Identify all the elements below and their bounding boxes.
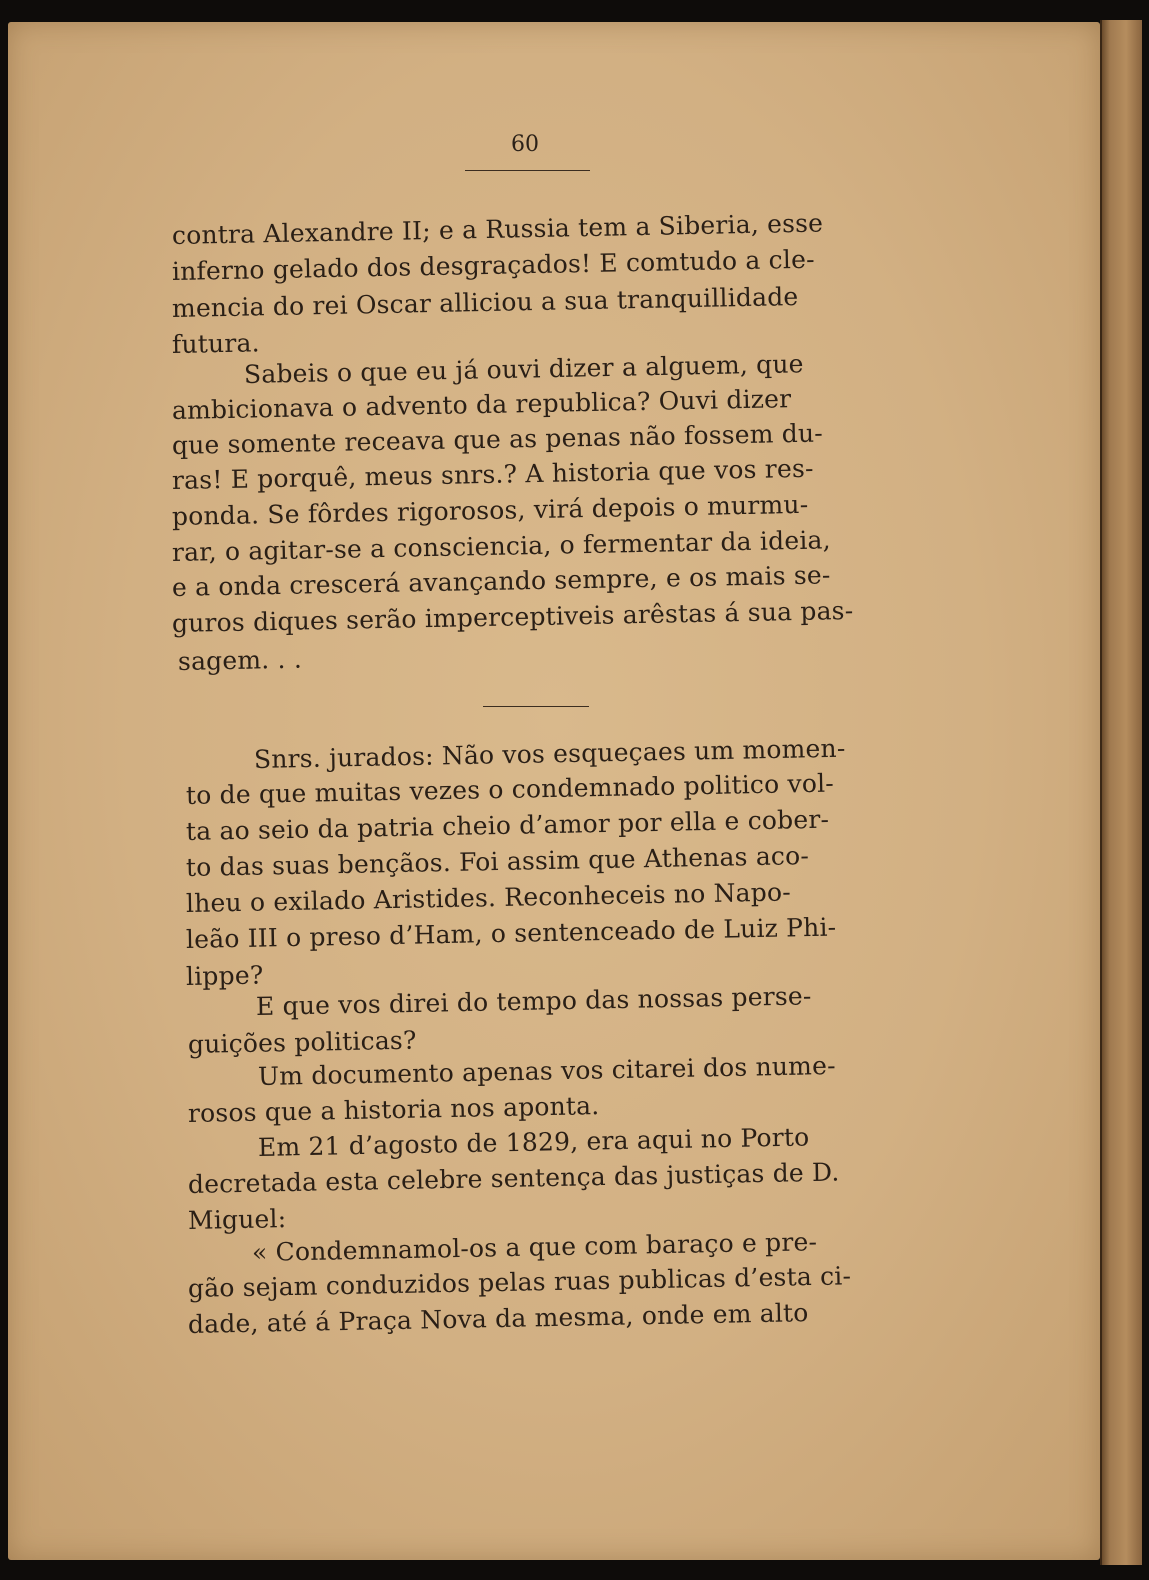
page-number: 60 [511, 132, 539, 157]
text-line: ambicionava o advento da republica? Ouvi dizer [171, 384, 792, 425]
text-line: contra Alexandre II; e a Russia tem a Siberia, esse [171, 208, 824, 250]
text-line: gão sejam conduzidos pelas ruas publicas d’esta ci- [187, 1261, 852, 1303]
text-line: sagem. . . [177, 644, 303, 676]
text-line: to das suas bençãos. Foi assim que Athenas aco- [185, 841, 810, 882]
text-line: rar, o agitar-se a consciencia, o fermentar da ideia, [171, 525, 832, 567]
text-line: leão III o preso d’Ham, o sentenceado de Luiz Phi- [185, 912, 837, 954]
text-line: que somente receava que as penas não fossem du- [171, 418, 824, 460]
text-line: lheu o exilado Aristides. Reconheceis no Napo- [185, 877, 792, 918]
text-line: mencia do rei Oscar alliciou a sua tranquillidade [171, 281, 799, 323]
text-line: inferno gelado dos desgraçados! E comtudo a cle- [171, 244, 815, 286]
text-line: guros diques serão imperceptiveis arêstas á sua pas- [171, 595, 854, 638]
header-rule [465, 170, 590, 171]
text-line: Em 21 d’agosto de 1829, era aqui no Porto [257, 1122, 810, 1162]
text-line: E que vos direi do tempo das nossas perse- [255, 981, 812, 1021]
text-line: Um documento apenas vos citarei dos nume- [257, 1050, 836, 1091]
text-line: Snrs. jurados: Não vos esqueçaes um momen- [253, 733, 846, 774]
text-line: ras! E porquê, meus snrs.? A historia que vos res- [171, 453, 814, 495]
text-line: dade, até á Praça Nova da mesma, onde em alto [187, 1298, 809, 1339]
text-line: futura. [171, 328, 260, 359]
text-line: rosos que a historia nos aponta. [187, 1091, 600, 1128]
text-line: e a onda crescerá avançando sempre, e os mais se- [171, 560, 831, 602]
text-line: guições politicas? [187, 1025, 417, 1059]
text-line: Miguel: [187, 1204, 287, 1235]
section-divider [483, 706, 589, 707]
book-edge [1100, 20, 1142, 1565]
text-line: lippe? [185, 960, 264, 991]
text-line: Sabeis o que eu já ouvi dizer a alguem, que [243, 349, 804, 389]
text-line: decretada esta celebre sentença das justiças de D. [187, 1157, 840, 1199]
text-line: ta ao seio da patria cheio d’amor por ella e cober- [185, 804, 830, 846]
text-line: to de que muitas vezes o condemnado politico vol- [185, 768, 835, 810]
text-line: ponda. Se fôrdes rigorosos, virá depois o murmu- [171, 489, 809, 531]
text-line: « Condemnamol-os a que com baraço e pre- [251, 1227, 818, 1267]
